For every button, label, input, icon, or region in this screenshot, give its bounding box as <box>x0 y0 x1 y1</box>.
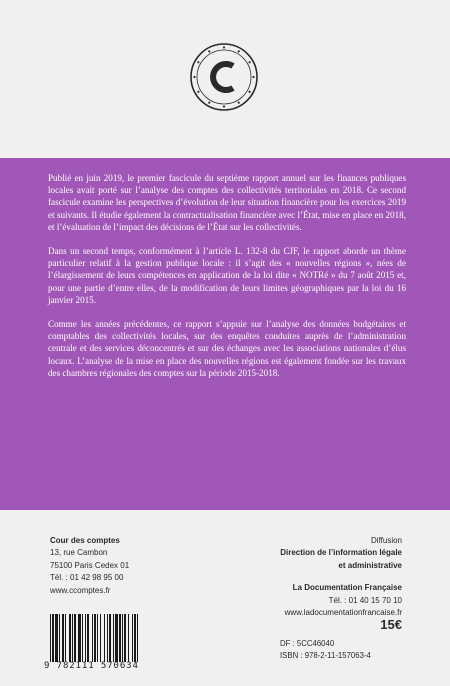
barcode-bar <box>97 614 98 662</box>
barcode-bar <box>122 614 123 662</box>
summary-paragraph-2: Dans un second temps, conformément à l’article L. 132-8 du CJF, le rapport aborde un thème particulier relatif à la gestion publique locale : il s’agit des « nouvelles régions », nées de l’élargissement de leurs compétences en application de la loi dite « NOTRé » du 7 août 2015 et, pour une partie d’entre elles, de la modification de leurs limites géographiques par la loi du 16 janvier 2015. <box>48 246 406 305</box>
distributor-phone: Tél. : 01 40 15 70 10 <box>328 595 402 605</box>
barcode-bar <box>52 614 54 662</box>
barcode-bar <box>119 614 121 662</box>
barcode-bar <box>109 614 111 662</box>
barcode-bar <box>85 614 86 662</box>
barcode-bar <box>62 614 64 662</box>
isbn-code: ISBN : 978-2-11-157063-4 <box>280 650 371 660</box>
price: 15€ <box>380 617 402 632</box>
barcode-bar <box>132 614 133 662</box>
barcode-bar <box>92 614 93 662</box>
df-code: DF : 5CC46040 <box>280 639 335 648</box>
barcode-bar <box>82 614 83 662</box>
barcode-bar <box>128 614 129 662</box>
diffusion-block <box>250 535 402 619</box>
cour-des-comptes-logo-icon <box>189 42 259 112</box>
isbn-barcode <box>49 614 179 662</box>
summary-paragraph-3: Comme les années précédentes, ce rapport s’appuie sur l’analyse des données budgétaires et comptables des collectivités locales, sur des enquêtes conduites auprès de l’administration centrale et des services déconcentrés et sur des échanges avec les associations nationales d’élus locaux. L’analyse de la mise en place des nouvelles régions est également fondée sur les travaux des chambres régionales des comptes sur la période 2015-2018. <box>48 319 406 378</box>
barcode-bar <box>78 614 81 662</box>
barcode-bar <box>55 614 58 662</box>
publisher-block <box>50 535 210 597</box>
barcode-bar <box>100 614 101 662</box>
barcode-bar <box>115 614 118 662</box>
barcode-bar <box>104 614 105 662</box>
diffusion-direction-line2: et administrative <box>338 560 402 570</box>
barcode-bar <box>134 614 136 662</box>
publisher-phone: Tél. : 01 42 98 95 00 <box>50 573 124 583</box>
distributor-website: www.ladocumentationfrancaise.fr <box>284 608 402 618</box>
barcode-bar <box>124 614 126 662</box>
barcode-bar <box>74 614 76 662</box>
barcode-bar <box>113 614 114 662</box>
barcode-bar <box>107 614 108 662</box>
summary-text <box>48 172 406 391</box>
publisher-name: Cour des comptes <box>50 536 120 545</box>
barcode-bar <box>87 614 89 662</box>
publisher-address-city: 75100 Paris Cedex 01 <box>50 560 130 570</box>
barcode-bar <box>94 614 96 662</box>
summary-panel <box>0 158 450 510</box>
distributor-name: La Documentation Française <box>292 583 402 593</box>
publisher-website: www.ccomptes.fr <box>50 585 111 595</box>
barcode-bar <box>65 614 66 662</box>
publisher-address-street: 13, rue Cambon <box>50 548 108 558</box>
barcode-number: 9 782111 570634 <box>44 661 139 671</box>
spacer <box>250 572 402 582</box>
barcode-bar <box>59 614 60 662</box>
catalog-codes <box>242 638 402 661</box>
barcode-bar <box>50 614 51 662</box>
barcode-bar <box>69 614 71 662</box>
barcode-bar <box>72 614 73 662</box>
summary-paragraph-1: Publié en juin 2019, le premier fascicule du septième rapport annuel sur les finances publiques locales avait porté sur l’analyse des comptes des collectivités territoriales en 2018. Ce second fascicule examine les perspectives d’évolution de leur situation financière pour les exercices 2019 et suivants. Il étudie également la contractualisation financière avec l’État, mise en place en 2018, et l’évaluation de l’impact des décisions de l’État sur les collectivités. <box>48 173 406 232</box>
barcode-bar <box>137 614 138 662</box>
diffusion-label: Diffusion <box>371 536 402 545</box>
diffusion-direction-line1: Direction de l’information légale <box>280 548 402 558</box>
